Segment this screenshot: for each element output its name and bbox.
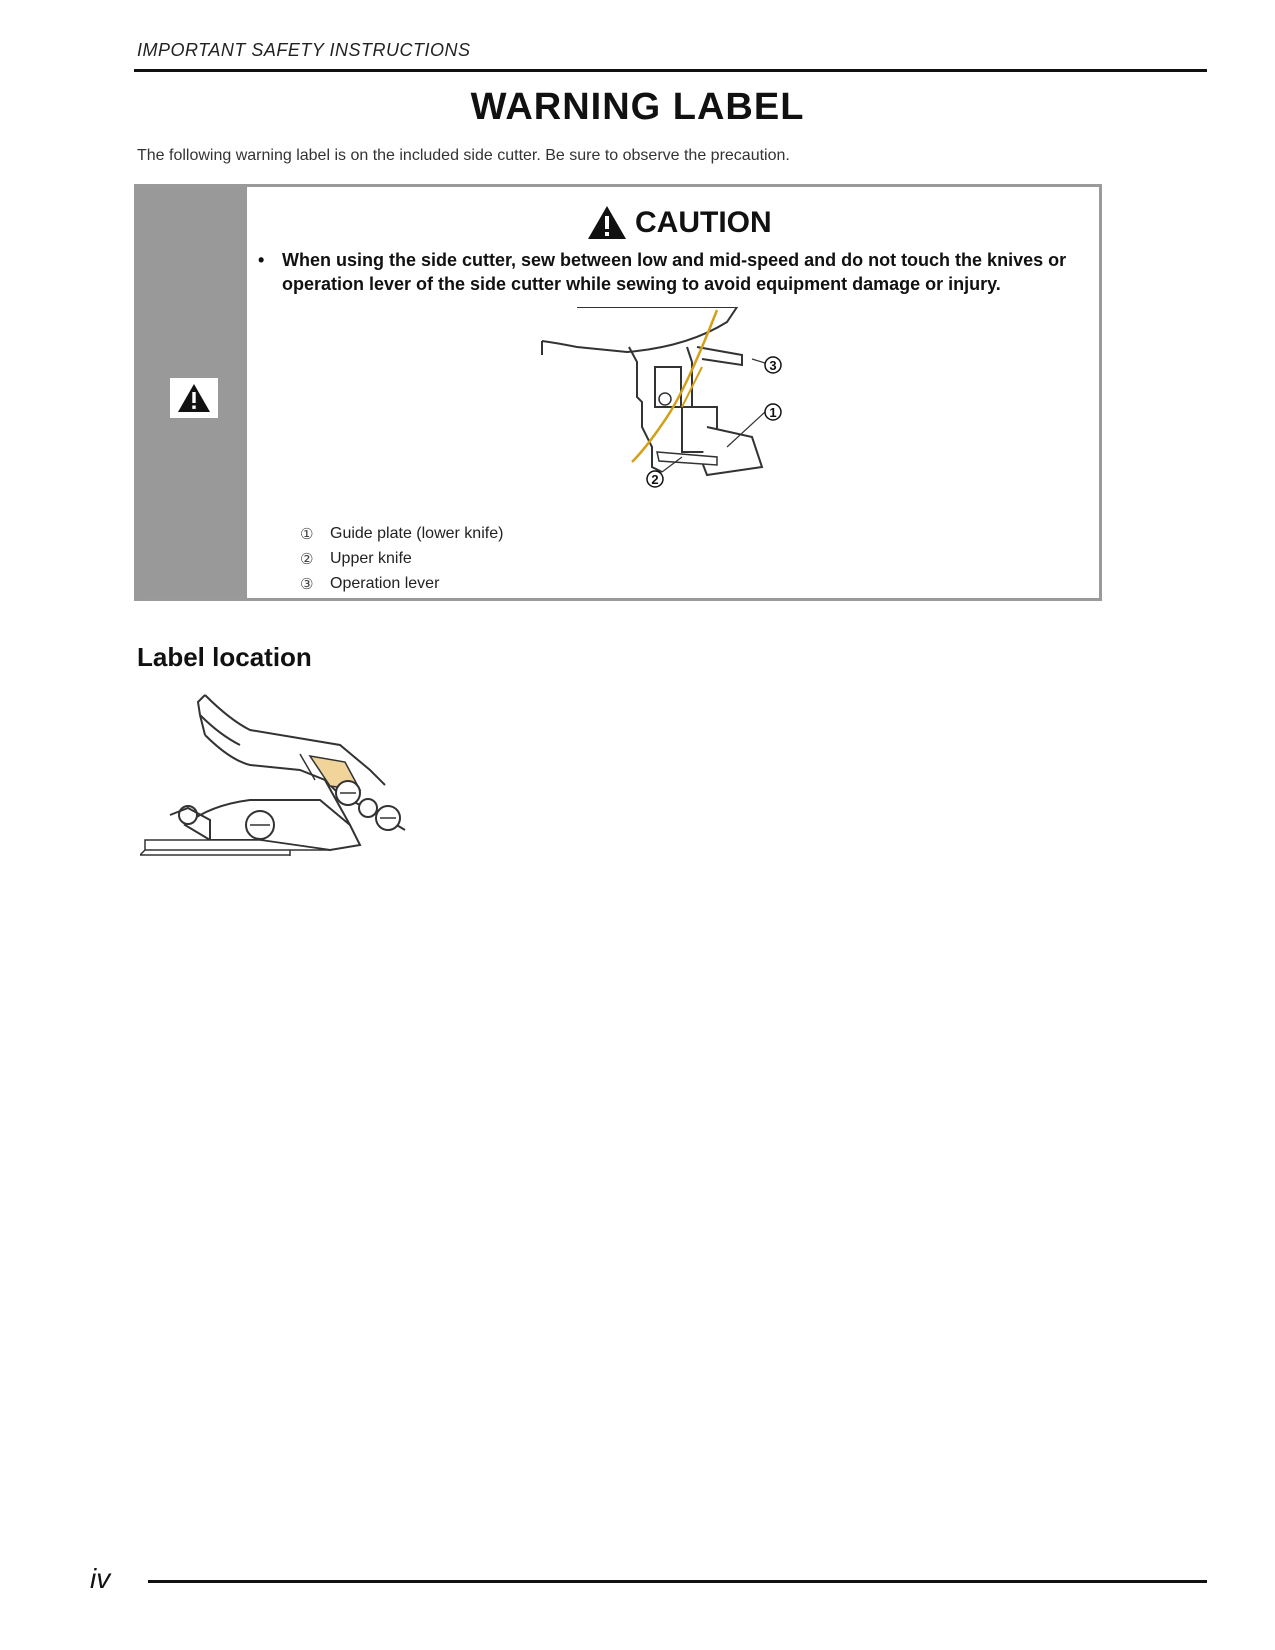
callout-3 [765,357,781,373]
caution-triangle-icon [587,205,627,240]
legend-number: ③ [300,574,314,593]
callout-1 [765,404,781,420]
legend-number: ② [300,549,314,568]
caution-bullet: • When using the side cutter, sew between low and mid-speed and do not touch the knives or operation lever of the side cutter while sewing to avoid equipment damage or injury. [258,248,1088,296]
header-rule [134,69,1207,72]
label-location-illustration [140,690,430,890]
footer-rule [148,1580,1207,1583]
page-number: iv [90,1563,111,1594]
callout-1-label: 1 [769,405,777,420]
legend-item [300,521,503,546]
legend-label: Operation lever [330,574,440,592]
legend-item [300,546,503,571]
legend-item [300,571,503,596]
caution-side-panel [137,187,247,598]
side-cutter-illustration [537,307,797,492]
callout-3-label: 3 [769,358,777,373]
header-section-title: IMPORTANT SAFETY INSTRUCTIONS [137,40,471,60]
caution-heading-text: CAUTION [635,205,772,239]
callout-2-label: 2 [651,472,659,487]
legend-label: Guide plate (lower knife) [330,524,504,542]
caution-heading [587,205,772,240]
legend-number: ① [300,524,314,543]
legend-list [300,521,503,596]
intro-text: The following warning label is on the included side cutter. Be sure to observe the precaution. [137,147,790,164]
page-title: WARNING LABEL [470,86,805,128]
caution-bullet-text: When using the side cutter, sew between low and mid-speed and do not touch the knives or operation lever of the side cutter while sewing to avoid equipment damage or injury. [282,250,1067,294]
label-location-title: Label location [137,642,312,672]
caution-box [134,184,1102,601]
legend-label: Upper knife [330,549,412,567]
warning-triangle-icon [170,378,218,418]
callout-2 [647,471,663,487]
